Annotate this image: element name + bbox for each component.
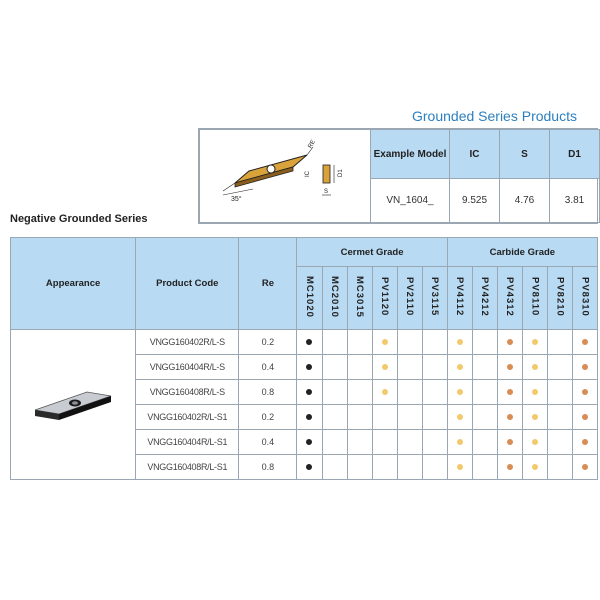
availability-dot-icon	[507, 389, 513, 395]
grade-cell	[497, 405, 522, 430]
grade-cell	[522, 330, 547, 355]
carbide-grade-header: Carbide Grade	[447, 238, 597, 267]
cermet-grade-header: Cermet Grade	[297, 238, 447, 267]
grade-cell	[297, 405, 322, 430]
grade-cell	[572, 355, 597, 380]
re-header: Re	[239, 238, 297, 330]
availability-dot-icon	[532, 414, 538, 420]
grade-cell	[497, 380, 522, 405]
d1-value: 3.81	[550, 179, 600, 223]
grade-cell	[372, 455, 397, 480]
grade-cell	[322, 380, 347, 405]
grade-header	[422, 267, 447, 330]
grade-cell	[347, 455, 372, 480]
appearance-header: Appearance	[11, 238, 136, 330]
re-cell: 0.2	[239, 330, 297, 355]
grade-header	[472, 267, 497, 330]
grade-cell	[297, 330, 322, 355]
grade-cell	[547, 330, 572, 355]
grade-cell	[297, 455, 322, 480]
grade-cell	[497, 455, 522, 480]
grade-cell	[372, 380, 397, 405]
grade-label: PV1120	[379, 276, 391, 317]
grade-cell	[372, 405, 397, 430]
product-code-header: Product Code	[136, 238, 239, 330]
availability-dot-icon	[382, 339, 388, 345]
grade-cell	[347, 405, 372, 430]
ic-header: IC	[450, 130, 500, 179]
availability-dot-icon	[532, 364, 538, 370]
availability-dot-icon	[457, 414, 463, 420]
angle-label: 35°	[231, 195, 242, 203]
grade-cell	[322, 455, 347, 480]
grade-cell	[322, 430, 347, 455]
grade-cell	[447, 405, 472, 430]
grade-cell	[397, 455, 422, 480]
availability-dot-icon	[582, 439, 588, 445]
availability-dot-icon	[582, 464, 588, 470]
grade-cell	[297, 380, 322, 405]
d1-header: D1	[550, 130, 600, 179]
grade-header	[547, 267, 572, 330]
grade-label: PV8310	[579, 276, 591, 317]
grade-cell	[372, 330, 397, 355]
grade-cell	[422, 380, 447, 405]
grade-cell	[472, 330, 497, 355]
product-code-cell: VNGG160402R/L-S1	[136, 405, 239, 430]
availability-dot-icon	[507, 439, 513, 445]
grade-cell	[547, 430, 572, 455]
grade-cell	[372, 355, 397, 380]
grade-cell	[547, 355, 572, 380]
availability-dot-icon	[382, 389, 388, 395]
grade-cell	[347, 355, 372, 380]
grade-header	[372, 267, 397, 330]
s-label: S	[324, 188, 329, 195]
availability-dot-icon	[507, 464, 513, 470]
availability-dot-icon	[532, 339, 538, 345]
grade-cell	[572, 455, 597, 480]
d1-label: D1	[338, 168, 344, 177]
availability-dot-icon	[457, 439, 463, 445]
re-cell: 0.4	[239, 355, 297, 380]
grade-cell	[472, 355, 497, 380]
example-model-header: Example Model	[371, 130, 450, 179]
example-table	[198, 128, 598, 224]
grade-cell	[447, 380, 472, 405]
grade-label: PV8110	[529, 276, 541, 317]
product-code-cell: VNGG160402R/L-S	[136, 330, 239, 355]
grade-header	[347, 267, 372, 330]
grade-cell	[422, 330, 447, 355]
grade-label: MC3015	[354, 275, 366, 318]
grade-cell	[522, 355, 547, 380]
grade-cell	[397, 405, 422, 430]
grade-cell	[497, 430, 522, 455]
availability-dot-icon	[457, 364, 463, 370]
grade-cell	[522, 380, 547, 405]
availability-dot-icon	[532, 439, 538, 445]
product-table	[10, 237, 598, 480]
availability-dot-icon	[532, 389, 538, 395]
grade-label: MC1020	[303, 275, 315, 318]
grade-label: PV2110	[404, 276, 416, 317]
example-model-value: VN_1604_	[371, 179, 450, 223]
grade-cell	[547, 405, 572, 430]
grade-cell	[547, 380, 572, 405]
grade-cell	[447, 330, 472, 355]
grade-label: PV4312	[504, 276, 516, 317]
grade-cell	[472, 405, 497, 430]
grade-cell	[322, 405, 347, 430]
grade-cell	[422, 430, 447, 455]
grade-header	[397, 267, 422, 330]
grade-cell	[347, 430, 372, 455]
ic-label: IC	[305, 170, 311, 177]
re-cell: 0.8	[239, 455, 297, 480]
availability-dot-icon	[582, 389, 588, 395]
availability-dot-icon	[582, 414, 588, 420]
grade-cell	[472, 455, 497, 480]
grade-label: PV3115	[429, 276, 441, 317]
section-title: Negative Grounded Series	[10, 213, 148, 225]
grade-header	[297, 267, 322, 330]
grade-header	[497, 267, 522, 330]
grade-cell	[297, 355, 322, 380]
re-cell: 0.2	[239, 405, 297, 430]
grade-cell	[297, 430, 322, 455]
availability-dot-icon	[382, 364, 388, 370]
grade-label: PV4212	[479, 276, 491, 317]
grade-cell	[397, 330, 422, 355]
grade-cell	[472, 430, 497, 455]
grade-header	[322, 267, 347, 330]
ic-value: 9.525	[450, 179, 500, 223]
grade-cell	[497, 330, 522, 355]
product-code-cell: VNGG160408R/L-S	[136, 380, 239, 405]
product-code-cell: VNGG160404R/L-S1	[136, 430, 239, 455]
grade-header	[522, 267, 547, 330]
grade-label: PV8210	[554, 276, 566, 317]
availability-dot-icon	[507, 414, 513, 420]
availability-dot-icon	[457, 464, 463, 470]
grade-cell	[322, 330, 347, 355]
grade-cell	[422, 405, 447, 430]
grade-header	[447, 267, 472, 330]
grade-cell	[572, 430, 597, 455]
table-row	[11, 330, 598, 355]
grade-cell	[472, 380, 497, 405]
availability-dot-icon	[306, 339, 312, 345]
availability-dot-icon	[306, 364, 312, 370]
re-cell: 0.4	[239, 430, 297, 455]
availability-dot-icon	[532, 464, 538, 470]
grade-cell	[522, 430, 547, 455]
insert-image	[11, 330, 136, 480]
grade-cell	[347, 330, 372, 355]
availability-dot-icon	[457, 339, 463, 345]
grade-label: MC2010	[329, 275, 341, 318]
re-label: RE	[307, 138, 317, 149]
grade-cell	[397, 380, 422, 405]
grade-label: PV4112	[454, 276, 466, 317]
availability-dot-icon	[582, 364, 588, 370]
grade-cell	[447, 455, 472, 480]
grade-cell	[522, 455, 547, 480]
grade-header	[572, 267, 597, 330]
availability-dot-icon	[507, 339, 513, 345]
grade-cell	[397, 430, 422, 455]
grade-cell	[522, 405, 547, 430]
grade-cell	[547, 455, 572, 480]
grade-cell	[347, 380, 372, 405]
grade-cell	[397, 355, 422, 380]
grade-cell	[497, 355, 522, 380]
availability-dot-icon	[306, 389, 312, 395]
availability-dot-icon	[306, 439, 312, 445]
grade-cell	[572, 330, 597, 355]
availability-dot-icon	[507, 364, 513, 370]
s-header: S	[500, 130, 550, 179]
series-title: Grounded Series Products	[412, 108, 577, 124]
s-value: 4.76	[500, 179, 550, 223]
grade-cell	[322, 355, 347, 380]
availability-dot-icon	[306, 464, 312, 470]
product-code-cell: VNGG160408R/L-S1	[136, 455, 239, 480]
grade-cell	[372, 430, 397, 455]
product-code-cell: VNGG160404R/L-S	[136, 355, 239, 380]
grade-cell	[447, 430, 472, 455]
availability-dot-icon	[457, 389, 463, 395]
grade-cell	[447, 355, 472, 380]
insert-photo-icon	[31, 382, 115, 426]
availability-dot-icon	[306, 414, 312, 420]
re-cell: 0.8	[239, 380, 297, 405]
insert-dimension-diagram	[205, 133, 365, 217]
grade-cell	[422, 355, 447, 380]
grade-cell	[572, 405, 597, 430]
grade-cell	[572, 380, 597, 405]
insert-diagram	[200, 130, 371, 223]
availability-dot-icon	[582, 339, 588, 345]
grade-cell	[422, 455, 447, 480]
